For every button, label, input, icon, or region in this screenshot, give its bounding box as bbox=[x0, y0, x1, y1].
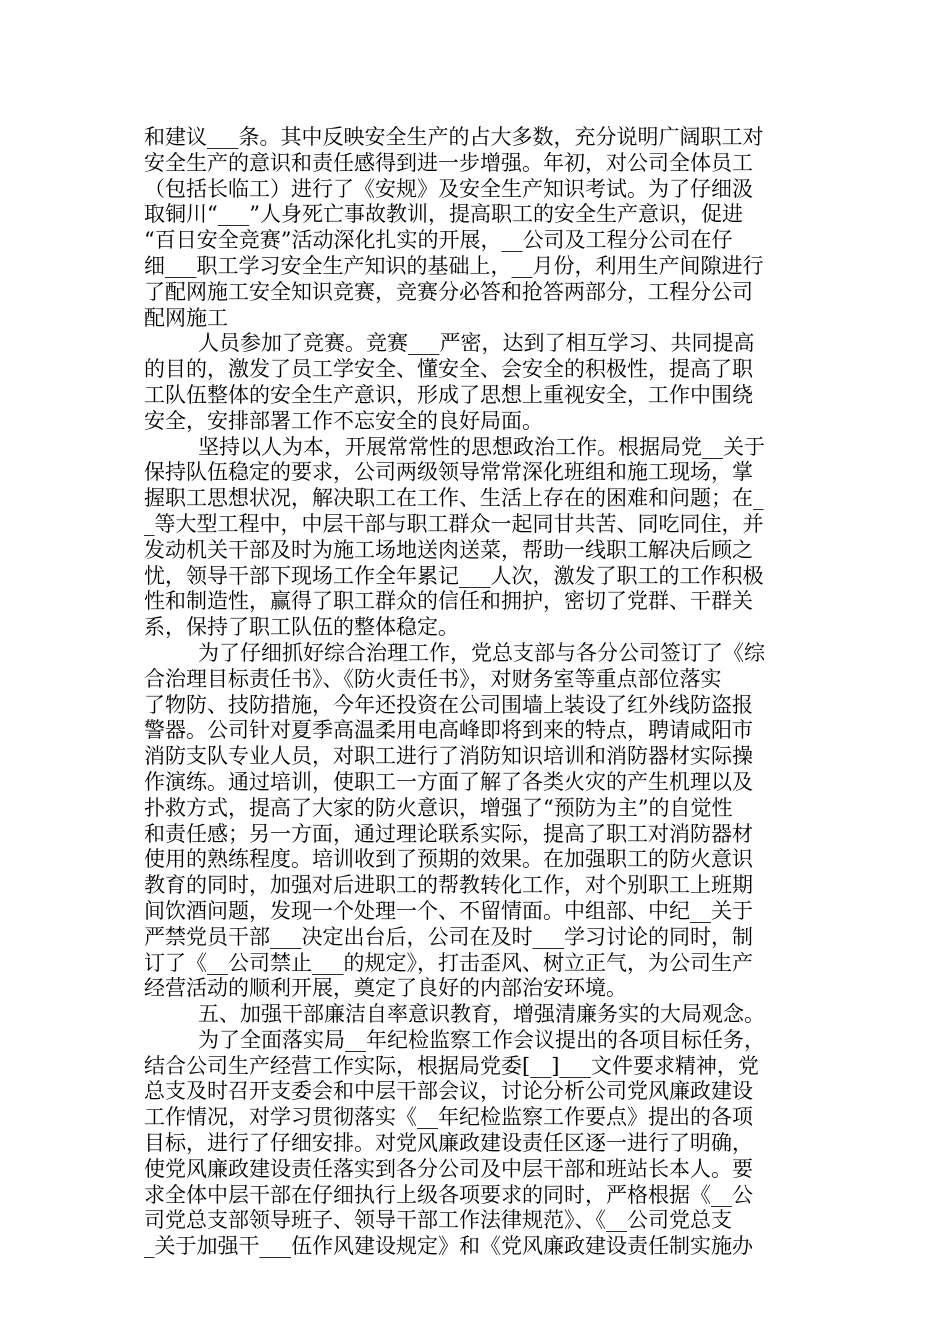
text-line: 结合公司生产经营工作实际，根据局党委[__]___文件要求精神，党 bbox=[144, 1053, 759, 1078]
text-line: 作演练。通过培训，使职工一方面了解了各类火灾的产生机理以及 bbox=[144, 769, 753, 794]
text-line: 使党风廉政建设责任落实到各分公司及中层干部和班站长本人。要 bbox=[144, 1156, 753, 1181]
paragraph-start-line: 人员参加了竞赛。竞赛___严密，达到了相互学习、共同提高 bbox=[198, 331, 755, 356]
text-line: 忧，领导干部下现场工作全年累记___人次，激发了职工的工作积极 bbox=[144, 563, 764, 588]
text-line: 教育的同时，加强对后进职工的帮教转化工作，对个别职工上班期 bbox=[144, 873, 753, 898]
text-line: _关于加强干___伍作风建设规定》和《党风廉政建设责任制实施办 bbox=[144, 1234, 753, 1259]
text-line: 消防支队专业人员，对职工进行了消防知识培训和消防器材实际操 bbox=[144, 744, 753, 769]
text-line: 经营活动的顺利开展，奠定了良好的内部治安环境。 bbox=[144, 976, 627, 1001]
text-line: 总支及时召开支委会和中层干部会议，讨论分析公司党风廉政建设 bbox=[144, 1079, 753, 1104]
text-line: 保持队伍稳定的要求，公司两级领导常常深化班组和施工现场，掌 bbox=[144, 460, 753, 485]
text-line: 了物防、技防措施，今年还投资在公司围墙上装设了红外线防盗报 bbox=[144, 692, 753, 717]
section-heading: 五、加强干部廉洁自率意识教育，增强清廉务实的大局观念。 bbox=[198, 1002, 765, 1027]
text-line: 严禁党员干部___决定出台后，公司在及时___学习讨论的同时，制 bbox=[144, 924, 753, 949]
text-line: _等大型工程中，中层干部与职工群众一起同甘共苦、同吃同住，并 bbox=[144, 511, 764, 536]
text-line: 的目的，激发了员工学安全、懂安全、会安全的积极性，提高了职 bbox=[144, 357, 753, 382]
text-line: 配网施工 bbox=[144, 305, 228, 330]
paragraph-start-line: 为了全面落实局__年纪检监察工作会议提出的各项目标任务， bbox=[198, 1027, 765, 1052]
text-line: 间饮酒问题，发现一个处理一个、不留情面。中组部、中纪__关于 bbox=[144, 898, 753, 923]
text-line: 细___职工学习安全生产知识的基础上，__月份，利用生产间隙进行 bbox=[144, 253, 764, 278]
text-line: 握职工思想状况，解决职工在工作、生活上存在的困难和问题；在_ bbox=[144, 486, 764, 511]
text-line: 和责任感；另一方面，通过理论联系实际，提高了职工对消防器材 bbox=[144, 821, 753, 846]
text-line: 警器。公司针对夏季高温柔用电高峰即将到来的特点，聘请咸阳市 bbox=[144, 718, 753, 743]
paragraph-start-line: 坚持以人为本，开展常常性的思想政治工作。根据局党__关于 bbox=[198, 434, 765, 459]
text-line: 系，保持了职工队伍的整体稳定。 bbox=[144, 615, 459, 640]
text-line: 发动机关干部及时为施工场地送肉送菜，帮助一线职工解决后顾之 bbox=[144, 537, 753, 562]
text-line: 取铜川“___”人身死亡事故教训，提高职工的安全生产意识，促进 bbox=[144, 202, 743, 227]
paragraph-start-line: 为了仔细抓好综合治理工作，党总支部与各分公司签订了《综 bbox=[198, 640, 765, 665]
text-line: （包括长临工）进行了《安规》及安全生产知识考试。为了仔细汲 bbox=[144, 176, 753, 201]
text-line: 工队伍整体的安全生产意识，形成了思想上重视安全，工作中围绕 bbox=[144, 382, 753, 407]
text-line: 合治理目标责任书》、《防火责任书》，对财务室等重点部位落实 bbox=[144, 666, 722, 691]
text-line: 求全体中层干部在仔细执行上级各项要求的同时，严格根据《__公 bbox=[144, 1182, 753, 1207]
text-line: 了配网施工安全知识竞赛，竞赛分必答和抢答两部分，工程分公司 bbox=[144, 279, 753, 304]
text-line: 订了《__公司禁止___的规定》，打击歪风、树立正气，为公司生产 bbox=[144, 950, 753, 975]
text-line: 司党总支部领导班子、领导干部工作法律规范》、《__公司党总支 bbox=[144, 1208, 732, 1233]
text-line: 工作情况，对学习贯彻落实《__年纪检监察工作要点》提出的各项 bbox=[144, 1105, 753, 1130]
text-line: 使用的熟练程度。培训收到了预期的效果。在加强职工的防火意识 bbox=[144, 847, 753, 872]
text-line: 性和制造性，赢得了职工群众的信任和拥护，密切了党群、干群关 bbox=[144, 589, 753, 614]
text-line: 安全，安排部署工作不忘安全的良好局面。 bbox=[144, 408, 543, 433]
text-line: “百日安全竞赛”活动深化扎实的开展，__公司及工程分公司在仔 bbox=[144, 228, 733, 253]
text-line: 安全生产的意识和责任感得到进一步增强。年初，对公司全体员工 bbox=[144, 150, 753, 175]
text-line: 和建议___条。其中反映安全生产的占大多数，充分说明广阔职工对 bbox=[144, 125, 764, 149]
text-line: 目标，进行了仔细安排。对党风廉政建设责任区逐一进行了明确， bbox=[144, 1131, 753, 1156]
text-line: 扑救方式，提高了大家的防火意识，增强了“预防为主”的自觉性 bbox=[144, 795, 733, 820]
document-body bbox=[144, 125, 816, 1260]
